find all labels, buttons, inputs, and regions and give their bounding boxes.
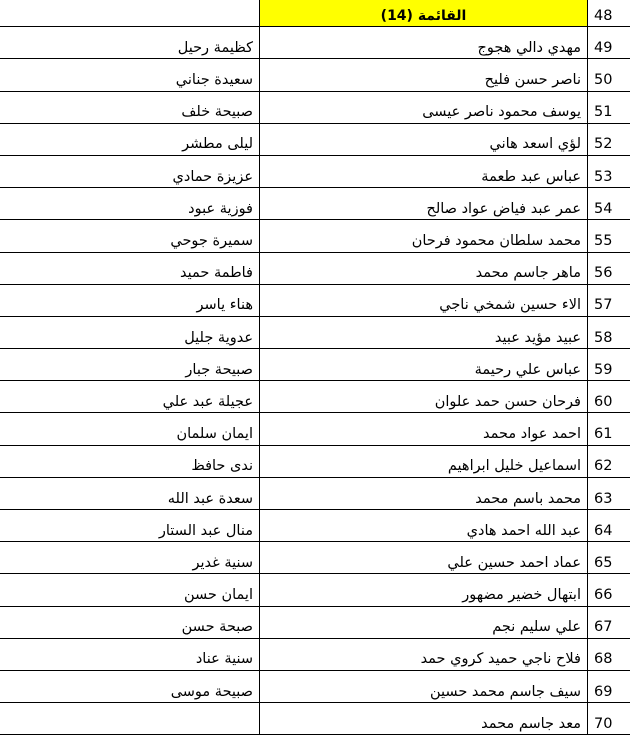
person-name-cell: محمد سلطان محمود فرحان (260, 220, 588, 252)
person-name-cell: ابتهال خضير مضهور (260, 574, 588, 606)
row-number-cell: 54 (588, 188, 630, 220)
person-name-cell: علي سليم نجم (260, 606, 588, 638)
table-row (0, 670, 630, 702)
person-name-cell: عبد الله احمد هادي (260, 510, 588, 542)
row-number-cell: 67 (588, 606, 630, 638)
person-name-cell: مهدي دالي هجوج (260, 27, 588, 59)
mother-name-cell: صبيحة جبار (0, 349, 260, 381)
mother-name-cell: سنية غدير (0, 542, 260, 574)
table-row (0, 27, 630, 59)
mother-name-cell: ليلى مطشر (0, 123, 260, 155)
table-row (0, 59, 630, 91)
row-number-cell: 49 (588, 27, 630, 59)
row-number-cell: 53 (588, 155, 630, 187)
person-name-cell: سيف جاسم محمد حسين (260, 670, 588, 702)
mother-name-cell: صبحة حسن (0, 606, 260, 638)
row-number-cell: 68 (588, 638, 630, 670)
mother-name-cell (0, 703, 260, 735)
mother-name-cell: سميرة جوحي (0, 220, 260, 252)
mother-name-cell: صبيحة موسى (0, 670, 260, 702)
mother-name-cell: سعدة عبد الله (0, 477, 260, 509)
table-row (0, 316, 630, 348)
table-row (0, 638, 630, 670)
list-title: القائمة (14) (260, 0, 588, 27)
mother-name-cell: سنية عناد (0, 638, 260, 670)
row-number-cell: 56 (588, 252, 630, 284)
table-row (0, 574, 630, 606)
person-name-cell: ماهر جاسم محمد (260, 252, 588, 284)
table-header-row (0, 0, 630, 27)
mother-name-cell: ندى حافظ (0, 445, 260, 477)
mother-name-cell: صبيحة خلف (0, 91, 260, 123)
row-number-cell: 55 (588, 220, 630, 252)
person-name-cell: الاء حسين شمخي ناجي (260, 284, 588, 316)
row-number-cell: 63 (588, 477, 630, 509)
person-name-cell: ناصر حسن فليح (260, 59, 588, 91)
mother-name-cell: سعيدة جناني (0, 59, 260, 91)
header-empty-cell (0, 0, 260, 27)
row-number-cell: 65 (588, 542, 630, 574)
table-row (0, 349, 630, 381)
mother-name-cell: ايمان سلمان (0, 413, 260, 445)
mother-name-cell: فاطمة حميد (0, 252, 260, 284)
table-row (0, 91, 630, 123)
mother-name-cell: ايمان حسن (0, 574, 260, 606)
row-number-cell: 70 (588, 703, 630, 735)
mother-name-cell: كظيمة رحيل (0, 27, 260, 59)
mother-name-cell: هناء ياسر (0, 284, 260, 316)
person-name-cell: عباس عبد طعمة (260, 155, 588, 187)
table-row (0, 606, 630, 638)
row-number-cell: 57 (588, 284, 630, 316)
person-name-cell: معد جاسم محمد (260, 703, 588, 735)
row-number-cell: 51 (588, 91, 630, 123)
row-number-cell: 69 (588, 670, 630, 702)
row-number-cell: 61 (588, 413, 630, 445)
header-row-number: 48 (588, 0, 630, 27)
table-row (0, 381, 630, 413)
row-number-cell: 50 (588, 59, 630, 91)
person-name-cell: عباس علي رحيمة (260, 349, 588, 381)
table-row (0, 413, 630, 445)
mother-name-cell: منال عبد الستار (0, 510, 260, 542)
table-row (0, 155, 630, 187)
person-name-cell: يوسف محمود ناصر عيسى (260, 91, 588, 123)
person-name-cell: اسماعيل خليل ابراهيم (260, 445, 588, 477)
person-name-cell: عبيد مؤيد عبيد (260, 316, 588, 348)
table-row (0, 510, 630, 542)
row-number-cell: 60 (588, 381, 630, 413)
table-row (0, 188, 630, 220)
person-name-cell: احمد عواد محمد (260, 413, 588, 445)
person-name-cell: عماد احمد حسين علي (260, 542, 588, 574)
person-name-cell: فلاح ناجي حميد كروي حمد (260, 638, 588, 670)
table-row (0, 477, 630, 509)
mother-name-cell: عجيلة عبد علي (0, 381, 260, 413)
mother-name-cell: فوزية عبود (0, 188, 260, 220)
row-number-cell: 58 (588, 316, 630, 348)
table-row (0, 284, 630, 316)
row-number-cell: 62 (588, 445, 630, 477)
person-name-cell: فرحان حسن حمد علوان (260, 381, 588, 413)
table-row (0, 542, 630, 574)
person-name-cell: لؤي اسعد هاني (260, 123, 588, 155)
person-name-cell: عمر عبد فياض عواد صالح (260, 188, 588, 220)
table-row (0, 123, 630, 155)
table-row (0, 220, 630, 252)
table-row (0, 252, 630, 284)
table-row (0, 703, 630, 735)
row-number-cell: 52 (588, 123, 630, 155)
person-name-cell: محمد باسم محمد (260, 477, 588, 509)
row-number-cell: 59 (588, 349, 630, 381)
row-number-cell: 66 (588, 574, 630, 606)
table-row (0, 445, 630, 477)
mother-name-cell: عدوية جليل (0, 316, 260, 348)
mother-name-cell: عزيزة حمادي (0, 155, 260, 187)
row-number-cell: 64 (588, 510, 630, 542)
